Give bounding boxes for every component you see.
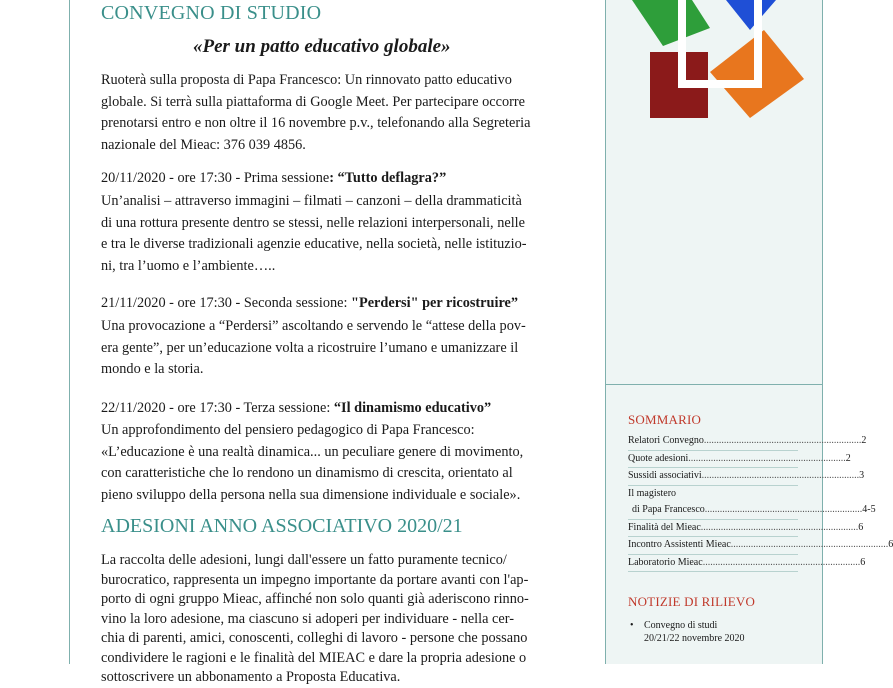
convegno-subtitle: «Per un patto educativo globale»: [193, 36, 451, 57]
toc-leader: ...............................................................: [701, 470, 860, 481]
logo-white-bar-bottom: [678, 80, 762, 88]
adesioni-line: vino la loro adesione, ma ciascuno si adoperi per individuare - nella cer-: [101, 610, 514, 627]
session-1-date: 20/11/2020 - ore 17:30 - Prima sessione: [101, 170, 330, 186]
session-2-title: "Perdersi" per ricostruire”: [351, 295, 519, 311]
logo-green-shape: [632, 0, 710, 46]
logo-blue-shape: [726, 0, 776, 30]
table-of-contents: [628, 433, 893, 572]
intro-line: Ruoterà sulla proposta di Papa Francesco: Un rinnovato patto educativo: [101, 72, 512, 88]
session-2-text: [101, 316, 575, 381]
news-item-date: 20/21/22 novembre 2020: [644, 632, 745, 644]
session-3-text: [101, 420, 575, 506]
session-2-heading: [101, 295, 518, 312]
toc-item-page: 2: [861, 435, 867, 446]
toc-item-label: Relatori Convegno: [628, 435, 704, 446]
toc-item-label: Quote adesioni: [628, 452, 689, 464]
intro-line: prenotarsi entro e non oltre il 16 novembre p.v., telefonando alla Segreteria: [101, 115, 531, 131]
toc-item[interactable]: [628, 451, 851, 469]
toc-item[interactable]: [628, 537, 893, 555]
toc-item[interactable]: [628, 468, 865, 486]
logo-white-bar-right: [754, 0, 762, 88]
toc-item-page: 6: [888, 539, 893, 550]
toc-item-page: 4-5: [862, 504, 876, 515]
session-3-line: pieno sviluppo della persona nella sua dimensione individuale e sociale».: [101, 486, 521, 503]
session-1-line: Un’analisi – attraverso immagini – filmati – canzoni – della drammaticità: [101, 193, 522, 209]
session-3-line: con caratteristiche che lo rendono un dinamismo di crescita, orientato al: [101, 465, 513, 481]
session-2-line: Una provocazione a “Perdersi” ascoltando e servendo le “attese della pov-: [101, 318, 526, 334]
toc-leader: ...............................................................: [704, 504, 863, 515]
toc-leader: ...............................................................: [700, 521, 859, 533]
intro-line: globale. Si terrà sulla piattaforma di Google Meet. Per partecipare occorre: [101, 93, 525, 110]
intro-paragraph: [101, 70, 575, 156]
intro-line: nazionale del Mieac: 376 039 4856.: [101, 136, 306, 153]
notizie-title: NOTIZIE DI RILIEVO: [628, 594, 756, 609]
session-1-line: di una rottura presente dentro se stessi, nelle relazioni interpersonali, nelle: [101, 214, 525, 231]
bullet-icon: •: [630, 620, 634, 631]
adesioni-line: La raccolta delle adesioni, lungi dall'essere un fatto puramente tecnico/: [101, 552, 507, 568]
toc-item[interactable]: [628, 555, 866, 573]
adesioni-line: burocratico, rappresenta un impegno importante da portare avanti con l'ap-: [101, 571, 529, 588]
toc-item-page: 2: [845, 452, 851, 464]
logo-white-bar-left: [678, 0, 686, 88]
toc-item[interactable]: [628, 502, 876, 520]
session-1-heading: [101, 170, 446, 187]
adesioni-paragraph: [101, 551, 575, 688]
adesioni-heading: ADESIONI ANNO ASSOCIATIVO 2020/21: [101, 515, 463, 537]
news-item-line: Convegno di studi: [644, 620, 718, 631]
mieac-logo: [630, 0, 810, 125]
session-1-line: ni, tra l’uomo e l’ambiente…..: [101, 257, 276, 274]
session-2-line: era gente”, per un’educazione volta a ricostruire l’umano e umanizzare il: [101, 339, 519, 356]
toc-leader: ...............................................................: [730, 539, 889, 550]
session-2-line: mondo e la storia.: [101, 361, 204, 377]
adesioni-line: sottoscrivere un abbonamento a Proposta Educativa.: [101, 669, 401, 685]
session-3-date: 22/11/2020 - ore 17:30 - Terza sessione:: [101, 400, 334, 416]
toc-item-label: di Papa Francesco: [632, 504, 705, 515]
session-1-title: : “Tutto deflagra?”: [329, 170, 447, 186]
toc-item-label: Finalità del Mieac: [628, 521, 701, 533]
left-margin-rule: [69, 0, 70, 664]
adesioni-line: porto di ogni gruppo Mieac, affinché non solo quanti già aderiscono rinno-: [101, 591, 529, 607]
toc-item-page: 3: [859, 470, 865, 481]
session-3-line: «L’educazione è una realtà dinamica... un peculiare genere di movimento,: [101, 443, 524, 460]
toc-leader: ...............................................................: [702, 556, 861, 568]
toc-item-page: 6: [858, 521, 864, 533]
adesioni-line: condividere le ragioni e le finalità del MIEAC e dare la propria adesione o: [101, 649, 527, 666]
toc-leader: ...............................................................: [703, 435, 862, 446]
toc-item-label: Incontro Assistenti Mieac: [628, 539, 731, 550]
convegno-heading: CONVEGNO DI STUDIO: [101, 2, 322, 24]
toc-item[interactable]: [628, 433, 867, 451]
sidebar-divider: [605, 384, 823, 385]
toc-item-page: 6: [860, 556, 866, 568]
toc-item[interactable]: [628, 486, 798, 503]
toc-item-label: Sussidi associativi: [628, 470, 702, 481]
session-1-text: [101, 191, 575, 277]
toc-leader: ...............................................................: [688, 452, 846, 464]
sommario-title: SOMMARIO: [628, 412, 702, 427]
adesioni-line: chia di parenti, amici, conoscenti, colleghi di lavoro - persone che possano: [101, 630, 528, 646]
toc-item[interactable]: [628, 520, 864, 538]
session-3-line: Un approfondimento del pensiero pedagogico di Papa Francesco:: [101, 422, 475, 438]
session-2-date: 21/11/2020 - ore 17:30 - Seconda sessione:: [101, 295, 352, 311]
session-1-line: e tra le diverse tradizionali agenzie educative, nella società, nelle istituzio-: [101, 236, 527, 252]
toc-item-label: Il magistero: [628, 487, 677, 499]
toc-item-label: Laboratorio Mieac: [628, 556, 703, 568]
session-3-heading: [101, 400, 491, 417]
session-3-title: “Il dinamismo educativo”: [333, 400, 492, 416]
